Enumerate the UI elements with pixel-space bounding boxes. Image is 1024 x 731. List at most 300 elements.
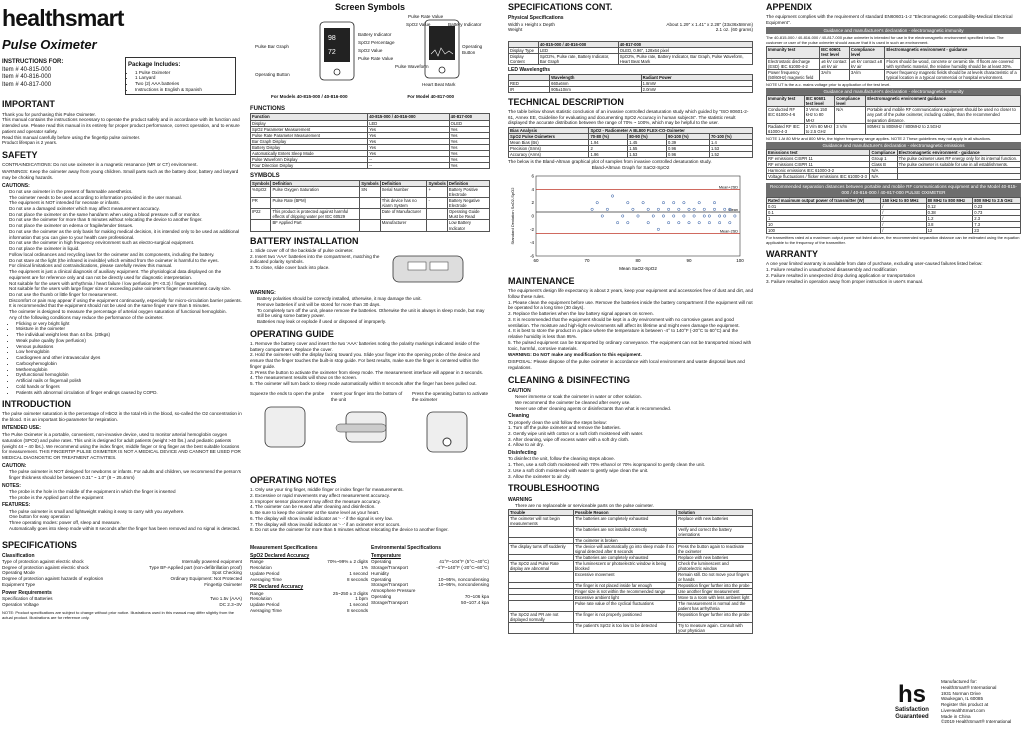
reference-line-label: Mean xyxy=(728,208,738,213)
table-header-row xyxy=(509,134,753,140)
spec-label: Atmosphere Pressure xyxy=(371,588,416,594)
troubleshooting-table xyxy=(508,509,753,635)
table-header-cell: Electromagnetic environment - guidance xyxy=(897,150,1020,156)
caution-item: • Do not use the oximeter in high frequency environment such as electro-surgical equipment. xyxy=(9,240,242,246)
table-cell: Yes xyxy=(368,150,449,156)
table-cell xyxy=(427,209,447,220)
important-paragraph: Read this manual carefully before using the fingertip pulse oximeter. xyxy=(2,134,141,140)
table-cell: OLED, 0.96", 128x64 pixel xyxy=(618,48,752,54)
emc-table1-note: NOTE UT is the a.c. mains voltage prior to application of the test level. xyxy=(766,81,891,87)
table-cell: Pulse Waveform Display xyxy=(251,156,368,162)
important-paragraph: Product lifespan is 2 years. xyxy=(2,140,58,146)
column-2 xyxy=(250,0,490,731)
bland-altman-chart xyxy=(508,172,748,272)
table-cell: The batteries are completely exhausted xyxy=(573,515,676,526)
led-title: LED Wavelengths xyxy=(508,67,551,74)
table-cell: 0.73 xyxy=(973,210,1021,216)
spec-label: Resolution xyxy=(250,565,272,571)
notes-list xyxy=(2,489,242,500)
emc-table2-note: NOTE 1 At 80 MHz and 800 MHz, the higher frequency range applies. NOTE 2 These guidelines may not apply in all situations. xyxy=(766,135,992,141)
table-cell: Floors should be wood, concrete or ceramic tile. If floors are covered with synthetic material, the relative humidity should be at least 30%. xyxy=(885,58,1021,69)
screen-symbols-heading: Screen Symbols xyxy=(334,2,406,12)
label-pulse-rate-value: Pulse Rate Value xyxy=(358,56,394,62)
table-cell: Power frequency magnetic fields should be at levels characteristic of a typical location in a typical commercial or hospital environment. xyxy=(885,69,1021,80)
footer xyxy=(886,679,1021,725)
emc-table1-text: The 40-815-000 / 40-816-000 / 40-817-000 pulse oximeter is intended for use in the electromagnetic environment specified below. The customer or user of the pulse oximeter should assure that it is used in such an environment. xyxy=(766,35,1004,46)
table-cell xyxy=(509,526,574,537)
emc-table4 xyxy=(766,197,1021,234)
battery-warning-item: • To completely turn off the unit, please remove the batteries. Otherwise the unit is always in sleep mode, but may still be using some battery power. xyxy=(257,308,490,319)
table-cell: Reposition finger further into the probe xyxy=(677,612,753,623)
caution-item: • Not suitable for the users with large finger size or exceeding pulse oximeter's finger measurement cavity size. xyxy=(9,286,242,292)
spec-label: Equipment Type xyxy=(2,581,36,587)
important-paragraph: This manual contains the instructions necessary to operate the product safely and in accordance with its function and intended use. Please read this manual in its entirety for proper product performance, correct operation, and to ensure patient and operator safety. xyxy=(2,117,240,134)
guide-fig3-caption: Press the operating button to activate the oximeter xyxy=(412,390,489,402)
table-row xyxy=(509,623,753,634)
table-cell: Conducted RF IEC 61000-4-6 xyxy=(767,107,805,123)
y-tick-label: 0 xyxy=(531,213,534,219)
table-cell: 1.45 xyxy=(628,140,667,146)
guide-step: 1. Remove the battery cover and insert the two 'AAA' batteries noting the polarity markings indicated inside of the battery compartment. Replace the cover. xyxy=(250,340,480,352)
specs-note: NOTE: Product specifications are subject to change without prior notice. Illustrations used in this manual may differ slightly from the actual product. Illustrations are for reference only. xyxy=(2,610,235,621)
label-spo2-percentage: SpO2 Percentage xyxy=(358,40,395,46)
battery-warning-title: WARNING: xyxy=(250,289,276,296)
battery-steps xyxy=(250,248,380,288)
table-row xyxy=(509,601,753,612)
trouble-warning-title: WARNING xyxy=(508,496,533,503)
table-cell: Class B xyxy=(870,162,897,168)
cautions-list xyxy=(2,189,242,321)
table-cell: 0.1 xyxy=(767,210,881,216)
table-header-cell: 40-815-000 / 40-816-000 xyxy=(368,114,449,120)
classification-title: Classification xyxy=(2,552,35,559)
data-point xyxy=(683,215,685,217)
squeeze-illustration xyxy=(250,397,320,457)
spec-label: Update Period xyxy=(250,602,280,608)
table-cell: This device has no Alarm System xyxy=(380,198,427,209)
spec-label: Averaging Time xyxy=(250,607,282,613)
table-cell: 3.8 xyxy=(926,222,973,228)
table-cell: Pulse Oxygen Saturation xyxy=(271,187,360,198)
table-cell: Move to a room with less ambient light xyxy=(677,595,753,601)
table-cell xyxy=(509,571,574,582)
cleaning-heading: CLEANING & DISINFECTING xyxy=(508,374,631,385)
footer-line: Waukegan, IL 60085 xyxy=(940,696,984,702)
table-header-cell: Electromagnetic environment guidance xyxy=(866,96,1021,107)
data-point xyxy=(724,208,726,210)
table-cell: IP22 xyxy=(251,209,271,220)
table-row xyxy=(251,198,490,209)
table-cell: SpO2 Parameter Measurement xyxy=(251,126,368,132)
table-cell: Replace with new batteries xyxy=(677,515,753,526)
table-row xyxy=(767,107,1021,123)
caution-title: CAUTION: xyxy=(2,462,27,469)
table-cell: The pulse oximeter is suitable for use in all establishments. xyxy=(897,162,1020,168)
data-point xyxy=(693,208,695,210)
table-header-cell: Compliance level xyxy=(849,47,884,58)
classification-rows xyxy=(2,559,242,588)
table-cell xyxy=(509,601,574,612)
table-row xyxy=(509,86,753,92)
table-cell: Yes xyxy=(368,126,449,132)
cleaning-caution-item: • We recommend the oximeter be cleaned after every use. xyxy=(515,400,753,406)
led-pr-readout: 72 xyxy=(328,49,336,57)
table-cell: Pulse Rate Parameter Measurement xyxy=(251,132,368,138)
guide-step: 2. Hold the oximeter with the display facing toward you. Slide your finger into the opening probe of the device and ensure that the finger touches the built-in stop guide. For best results, make sure the finger is centered within the finger guide. xyxy=(250,352,481,369)
important-heading: IMPORTANT xyxy=(2,99,55,110)
measurement-title: Measurement Specifications xyxy=(250,544,318,551)
table-cell: 1.2 xyxy=(926,216,973,222)
table-cell xyxy=(509,623,574,634)
table-row xyxy=(767,228,1021,234)
data-point xyxy=(662,201,664,203)
cautions-title: CAUTIONS: xyxy=(2,182,30,189)
disinfect-step: To disinfect the unit, follow the cleaning steps above. xyxy=(508,456,615,462)
warranty-line: A one year limited warranty is available from date of purchase, excluding user-caused failures listed below: xyxy=(766,261,983,267)
condition-item: • Cold hands or fingers xyxy=(16,384,242,390)
intended-title: INTENDED USE: xyxy=(2,424,41,431)
table-cell: The finger is not properly positioned xyxy=(573,612,676,623)
spec-label: Width x Height x Depth xyxy=(508,21,555,27)
table-cell: The luminescent or photoelectric window is being blocked xyxy=(573,560,676,571)
package-item: • 1 Pulse Oximeter xyxy=(135,70,233,76)
maintenance-text xyxy=(508,288,753,351)
table-row xyxy=(251,209,490,220)
cleaning-step: 3. After cleaning, wipe off excess water with a soft dry cloth. xyxy=(508,436,630,442)
x-tick-label: 80 xyxy=(635,258,641,264)
condition-item: • Venous pulsations xyxy=(16,344,242,350)
table-header-row xyxy=(767,197,1021,203)
warranty-text xyxy=(766,261,1021,284)
data-point xyxy=(688,208,690,210)
data-point xyxy=(708,221,710,223)
spec-value: Internally powered equipment xyxy=(181,559,242,564)
data-point xyxy=(708,215,710,217)
spec-value: Spot Checking xyxy=(212,570,242,576)
table-cell: SN xyxy=(360,187,380,198)
introduction-heading: INTRODUCTION xyxy=(2,399,71,410)
maintenance-paragraph: The equipment's design life expectancy is about 2 years, keep your equipment and accessories free of dust and dirt, and follow these rules. xyxy=(508,288,753,299)
env-rows xyxy=(371,559,489,605)
data-point xyxy=(596,201,598,203)
table-cell xyxy=(251,220,271,231)
led-table xyxy=(508,74,753,93)
data-point xyxy=(591,208,593,210)
table-cell: Serial Number xyxy=(380,187,427,198)
spec-label: Update Period xyxy=(250,570,280,576)
package-list xyxy=(128,70,233,93)
data-point xyxy=(657,208,659,210)
notes-title: NOTES: xyxy=(2,482,21,489)
table-cell: 3 V/m 80 MHz to 2.5 GHz xyxy=(804,123,834,134)
table-cell: Use another finger measurement xyxy=(677,589,753,595)
table-row xyxy=(509,543,753,554)
plot-frame xyxy=(536,176,740,256)
data-point xyxy=(632,208,634,210)
table-cell: / xyxy=(881,203,926,209)
note-item: • The probe is the hole in the middle of the equipment in which the finger is inserted xyxy=(9,489,242,495)
env-title: Environmental Specifications xyxy=(371,544,442,551)
operating-notes-heading: OPERATING NOTES xyxy=(250,474,337,485)
guide-step: 5. The oximeter will turn back to sleep mode automatically within 8 seconds after the finger has been pulled out. xyxy=(250,381,477,387)
caution-item: • Do not use oximeter in the present of flammable anesthetics. xyxy=(9,189,242,195)
spec-label: Operating xyxy=(371,559,392,565)
spec-label: Humidity xyxy=(371,570,389,576)
table-cell: The measurement is normal and the patient has arrhythmia xyxy=(677,601,753,612)
spec-label: Storage/Transport xyxy=(371,565,408,571)
table-header-cell: IEC 60601 test level xyxy=(804,96,834,107)
condition-item: • Patients with abnormal circulation of finger endings caused by COPD. xyxy=(16,390,242,396)
table-header-cell: Symbols xyxy=(252,181,270,187)
spec-label: Operation Voltage xyxy=(2,601,39,607)
cleaning-caution-item: • Never immerse or soak the oximeter in water or other solution. xyxy=(515,394,753,400)
table-cell: 1.8mW xyxy=(641,80,752,86)
emc-table1-title: Guidance and manufacturer's declaration - electromagnetic immunity xyxy=(766,27,1021,35)
instructions-list xyxy=(2,67,122,90)
caution-item: • The equipment is just a clinical diagnosis of auxiliary equipment. The physiological data displayed on the equipment are for reference only and can not be directly used for diagnostic interpretation. xyxy=(9,269,242,280)
technical-text: The table below shows statistic conclusion of an invasive controlled desaturation study which guided by "ISO 80601-2-61, Annex EE, Guideline for evaluating and documenting SpO2 Accuracy in human subjects". The statistic result displayed the accurate distribution between the range of 70% ~ 100%, which may be helpful to the user. xyxy=(508,108,749,126)
appendix-heading: APPENDIX xyxy=(766,2,813,12)
table-cell xyxy=(360,209,380,220)
caution-item: • Discomfort or pain may appear if using the equipment continuously, especially for micro-circulation barrier patients. It is recommended that the equipment should not be used on the same finger more than 5 minutes. xyxy=(9,298,242,309)
spec-label: Operating xyxy=(371,576,392,582)
caution-item: • Do not place the oximeter on edema or fragile/tender tissues. xyxy=(9,223,242,229)
column-4 xyxy=(766,0,1021,731)
table-cell: Radiated RF IEC 61000-4-3 xyxy=(767,123,805,134)
maintenance-paragraph: 2. Replace the batteries when the low battery signal appears on screen. xyxy=(508,311,654,317)
condition-item: • Carboxyhemoglobin xyxy=(16,361,242,367)
table-cell: 80MHz to 800MHz / 800MHz to 2.5GHz xyxy=(866,123,1021,134)
data-point xyxy=(606,208,608,210)
caution-item: • Any of the following conditions may reduce the performance of the oximeter. xyxy=(9,315,242,321)
spec-value: Type BF-Applied part (non-defibrillation proof) xyxy=(149,564,242,570)
table-cell: Replace with new batteries xyxy=(677,554,753,560)
data-point xyxy=(703,208,705,210)
x-axis-label: Mean SaO2-SpO2 xyxy=(619,266,657,272)
table-row xyxy=(251,187,490,198)
data-point xyxy=(724,215,726,217)
note-item: • The probe is the Applied part of the equipment xyxy=(9,495,242,501)
condition-item: • Methemoglobin xyxy=(16,367,242,373)
spec-value: 10~95%, noncondensing xyxy=(438,576,489,582)
warranty-line: 2. Failure resulted in unexpected drop during application or transportation xyxy=(766,272,916,278)
guide-heading: OPERATING GUIDE xyxy=(250,328,334,339)
y-tick-label: 2 xyxy=(531,200,534,206)
table-cell: The batteries are not installed correctly xyxy=(573,526,676,537)
x-tick-label: 100 xyxy=(736,258,744,264)
caution-item: • Do not use the oximeter for more than 5 minutes without relocating the device to another finger. xyxy=(9,217,242,223)
data-point xyxy=(718,221,720,223)
table-cell: The finger is not placed inside far enough xyxy=(573,583,676,589)
table-cell: 0.23 xyxy=(973,203,1021,209)
caution-item: • The oximeter is designed to measure the percentage of arterial oxygen saturation of functional hemoglobin. xyxy=(9,309,242,315)
table-cell: 100 xyxy=(767,228,881,234)
data-point xyxy=(673,201,675,203)
table-cell: Remain still. Do not move your fingers or hands xyxy=(677,571,753,582)
table-cell: BF Applied Part xyxy=(271,220,360,231)
table-cell: 1.55 xyxy=(628,146,667,152)
table-header-row xyxy=(767,96,1021,107)
table-cell: Yes xyxy=(449,144,489,150)
table-cell: Group 1 xyxy=(870,156,897,162)
spec-value: 2.1 oz. (60 grams) xyxy=(715,27,753,33)
table-cell: N/A xyxy=(870,174,897,180)
physical-title: Physical Specifications xyxy=(508,15,564,22)
emc-table2-title: Guidance and manufacturer's declaration - electromagnetic immunity xyxy=(766,88,1021,96)
caution-item: • The equipment is NOT intended for neonate or infants. xyxy=(9,200,242,206)
table-header-cell: 150 kHz to 80 MHz xyxy=(881,197,926,203)
important-text xyxy=(2,112,242,146)
important-paragraph: Thank you for purchasing this Pulse Oximeter. xyxy=(2,111,96,117)
spec-label: Specification of Batteries xyxy=(2,595,53,601)
disinfect-title: Disinfecting xyxy=(508,450,537,457)
footer-line: Made in China xyxy=(940,713,971,719)
symbols-heading: SYMBOLS xyxy=(250,172,280,179)
table-cell xyxy=(897,174,1020,180)
table-cell: RF emissions CISPR 11 xyxy=(767,156,870,162)
table-header-cell: 90-100 (%) xyxy=(666,134,709,140)
cleaning-step: To properly clean the unit follow the steps below: xyxy=(508,419,607,425)
table-cell: Date of Manufacturer xyxy=(380,209,427,220)
table-cell: LED xyxy=(368,120,449,126)
spec-label: Storage/Transport xyxy=(371,582,408,588)
pr-rows xyxy=(250,591,368,614)
spec-value: -4°F~140°F (-20°C~60°C) xyxy=(436,565,489,571)
emc-table3-title: Guidance and manufacturer's declaration - electromagnetic emissions xyxy=(766,142,1021,150)
table-cell: 0.96 xyxy=(666,152,709,158)
caution-item: • Do not place the oximeter in liquid. xyxy=(9,246,242,252)
table-header-cell: Definition xyxy=(271,181,360,187)
table-cell: LED xyxy=(538,48,618,54)
data-point xyxy=(627,221,629,223)
table-cell: ±6 kV contact ±8 kV air xyxy=(820,58,850,69)
table-cell: 1.96 xyxy=(589,152,628,158)
table-cell: 0.38 xyxy=(926,210,973,216)
warranty-line: 1. Failure resulted in unauthorized disassembly and modification xyxy=(766,267,897,273)
spec-value: DC 2.3~3V xyxy=(219,601,242,607)
disinfect-step: 3. Allow the oximeter to air dry. xyxy=(508,473,571,479)
spec-value: 8 seconds xyxy=(347,607,368,613)
table-header-cell: Symbols xyxy=(361,181,379,187)
spec-row xyxy=(371,600,489,606)
table-cell: Display Content xyxy=(509,54,539,65)
data-point xyxy=(611,195,613,197)
spec-value: 1% xyxy=(361,565,368,571)
package-item: • Two (2) AAA batteries xyxy=(135,81,233,87)
table-header-cell: Electromagnetic environment - guidance xyxy=(885,47,1021,58)
table-cell: Bar Graph Display xyxy=(251,138,368,144)
spo2-accuracy-title: SpO2 Declared Accuracy xyxy=(250,553,310,560)
spec-value: Fingertip Oximeter xyxy=(204,581,242,587)
cleaning-step: 2. Gently wipe unit with cotton or a soft cloth moistened with water. xyxy=(508,430,644,436)
table-cell: Manufacturer xyxy=(380,220,427,231)
spec-value: 70%~99% ± 2 digits xyxy=(327,559,368,565)
operating-note: 6. The display will show invalid indicator as '- -' if the signal is very low. xyxy=(250,515,393,521)
power-title: Power Requirements xyxy=(2,589,52,596)
guide-steps xyxy=(250,341,490,387)
cleaning-caution-title: CAUTION xyxy=(508,387,531,394)
table-cell xyxy=(360,220,380,231)
table-header-cell: IEC 60601 test level xyxy=(820,47,850,58)
data-point xyxy=(713,208,715,210)
y-tick-label: -2 xyxy=(529,226,534,232)
spec-label: Range xyxy=(250,559,264,565)
table-header-cell: Solution xyxy=(677,509,753,515)
features-title: FEATURES: xyxy=(2,502,31,509)
data-point xyxy=(729,221,731,223)
battery-illustration xyxy=(383,248,483,288)
table-cell: / xyxy=(881,222,926,228)
table-cell: 1.94 xyxy=(589,140,628,146)
table-header-cell: Function xyxy=(251,114,368,120)
x-tick-label: 90 xyxy=(686,258,692,264)
table-row xyxy=(509,612,753,623)
table-cell: 1.52 xyxy=(709,152,752,158)
emc-table1 xyxy=(766,46,1021,80)
brand-logo: healthsmart xyxy=(2,5,124,31)
table-header-row xyxy=(767,47,1021,58)
table-header-cell: Bias Analysis xyxy=(509,128,589,134)
technical-table xyxy=(508,127,753,158)
table-cell: 0.12 xyxy=(926,203,973,209)
table-cell: Reposition finger further into the probe xyxy=(677,583,753,589)
table-cell: -- xyxy=(368,162,449,168)
instruction-item: Item # 40-817-000 xyxy=(2,81,52,88)
led-spo2-readout: 98 xyxy=(328,35,336,43)
footer-line: HealthSmart® International xyxy=(940,684,997,690)
table-cell: Yes xyxy=(449,150,489,156)
operating-notes xyxy=(250,487,490,533)
spec-label: Type of protection against electric shock xyxy=(2,559,84,564)
table-cell: The SpO2 and Pulse Rate display are abnormal xyxy=(509,560,574,571)
table-row xyxy=(509,54,753,65)
data-point xyxy=(698,221,700,223)
data-point xyxy=(637,215,639,217)
table-cell: OLED xyxy=(449,120,489,126)
guide-fig1-caption: Squeeze the ends to open the probe xyxy=(250,390,325,396)
model-b-caption: For Model 40-817-000 xyxy=(407,94,455,100)
table-cell: Low Battery Indicator xyxy=(447,220,489,231)
data-point xyxy=(642,201,644,203)
oximeter-led-screen xyxy=(324,28,350,62)
trouble-warning-item: • There are no replaceable or serviceable parts on the pulse oximeter. xyxy=(515,503,753,509)
table-cell: Verify and correct the battery orientations xyxy=(677,526,753,537)
condition-item: • Moisture in the oximeter xyxy=(16,326,242,332)
table-header-cell: 70-100 (%) xyxy=(709,134,752,140)
table-cell: Battery Display xyxy=(251,144,368,150)
table-header-cell: 800 MHz to 2.5 GHz xyxy=(973,197,1021,203)
introduction-text: The pulse oximeter saturation is the percentage of HbO2 in the total Hb in the blood, so-called the O2 concentration in the blood. It is an important bio-parameter for respiration. xyxy=(2,411,242,423)
table-row xyxy=(767,174,1021,180)
warnings: WARNINGS: Keep the oximeter away from young children. Small parts such as the battery door, battery and lanyard may be choking hazards. xyxy=(2,169,239,180)
spec-row xyxy=(2,582,242,588)
spec-label: Degree of protection against hazards of explosion xyxy=(2,576,104,582)
table-cell: The oximeter is broken xyxy=(573,537,676,543)
table-cell: Press the button again to reactivate the oximeter xyxy=(677,543,753,554)
table-row xyxy=(251,150,490,156)
label-pulse-waveform: Pulse Waveform xyxy=(395,64,429,70)
cleaning-step: 1. Turn off the pulse oximeter and remove the batteries. xyxy=(508,425,621,431)
table-cell: Yes xyxy=(449,126,489,132)
disinfect-step: 2. Use a soft cloth moistened with water to gently wipe clean the unit. xyxy=(508,467,649,473)
table-header-cell: Possible Reason xyxy=(573,509,676,515)
condition-item: • Artificial nails or fingernail polish xyxy=(16,378,242,384)
table-cell: Precision (Srms) xyxy=(509,146,589,152)
table-cell: The batteries are completely exhausted xyxy=(573,554,676,560)
temperature-title: Temperature xyxy=(371,553,401,560)
table-cell: RF emissions CISPR 11 xyxy=(767,162,870,168)
table-row xyxy=(509,152,753,158)
